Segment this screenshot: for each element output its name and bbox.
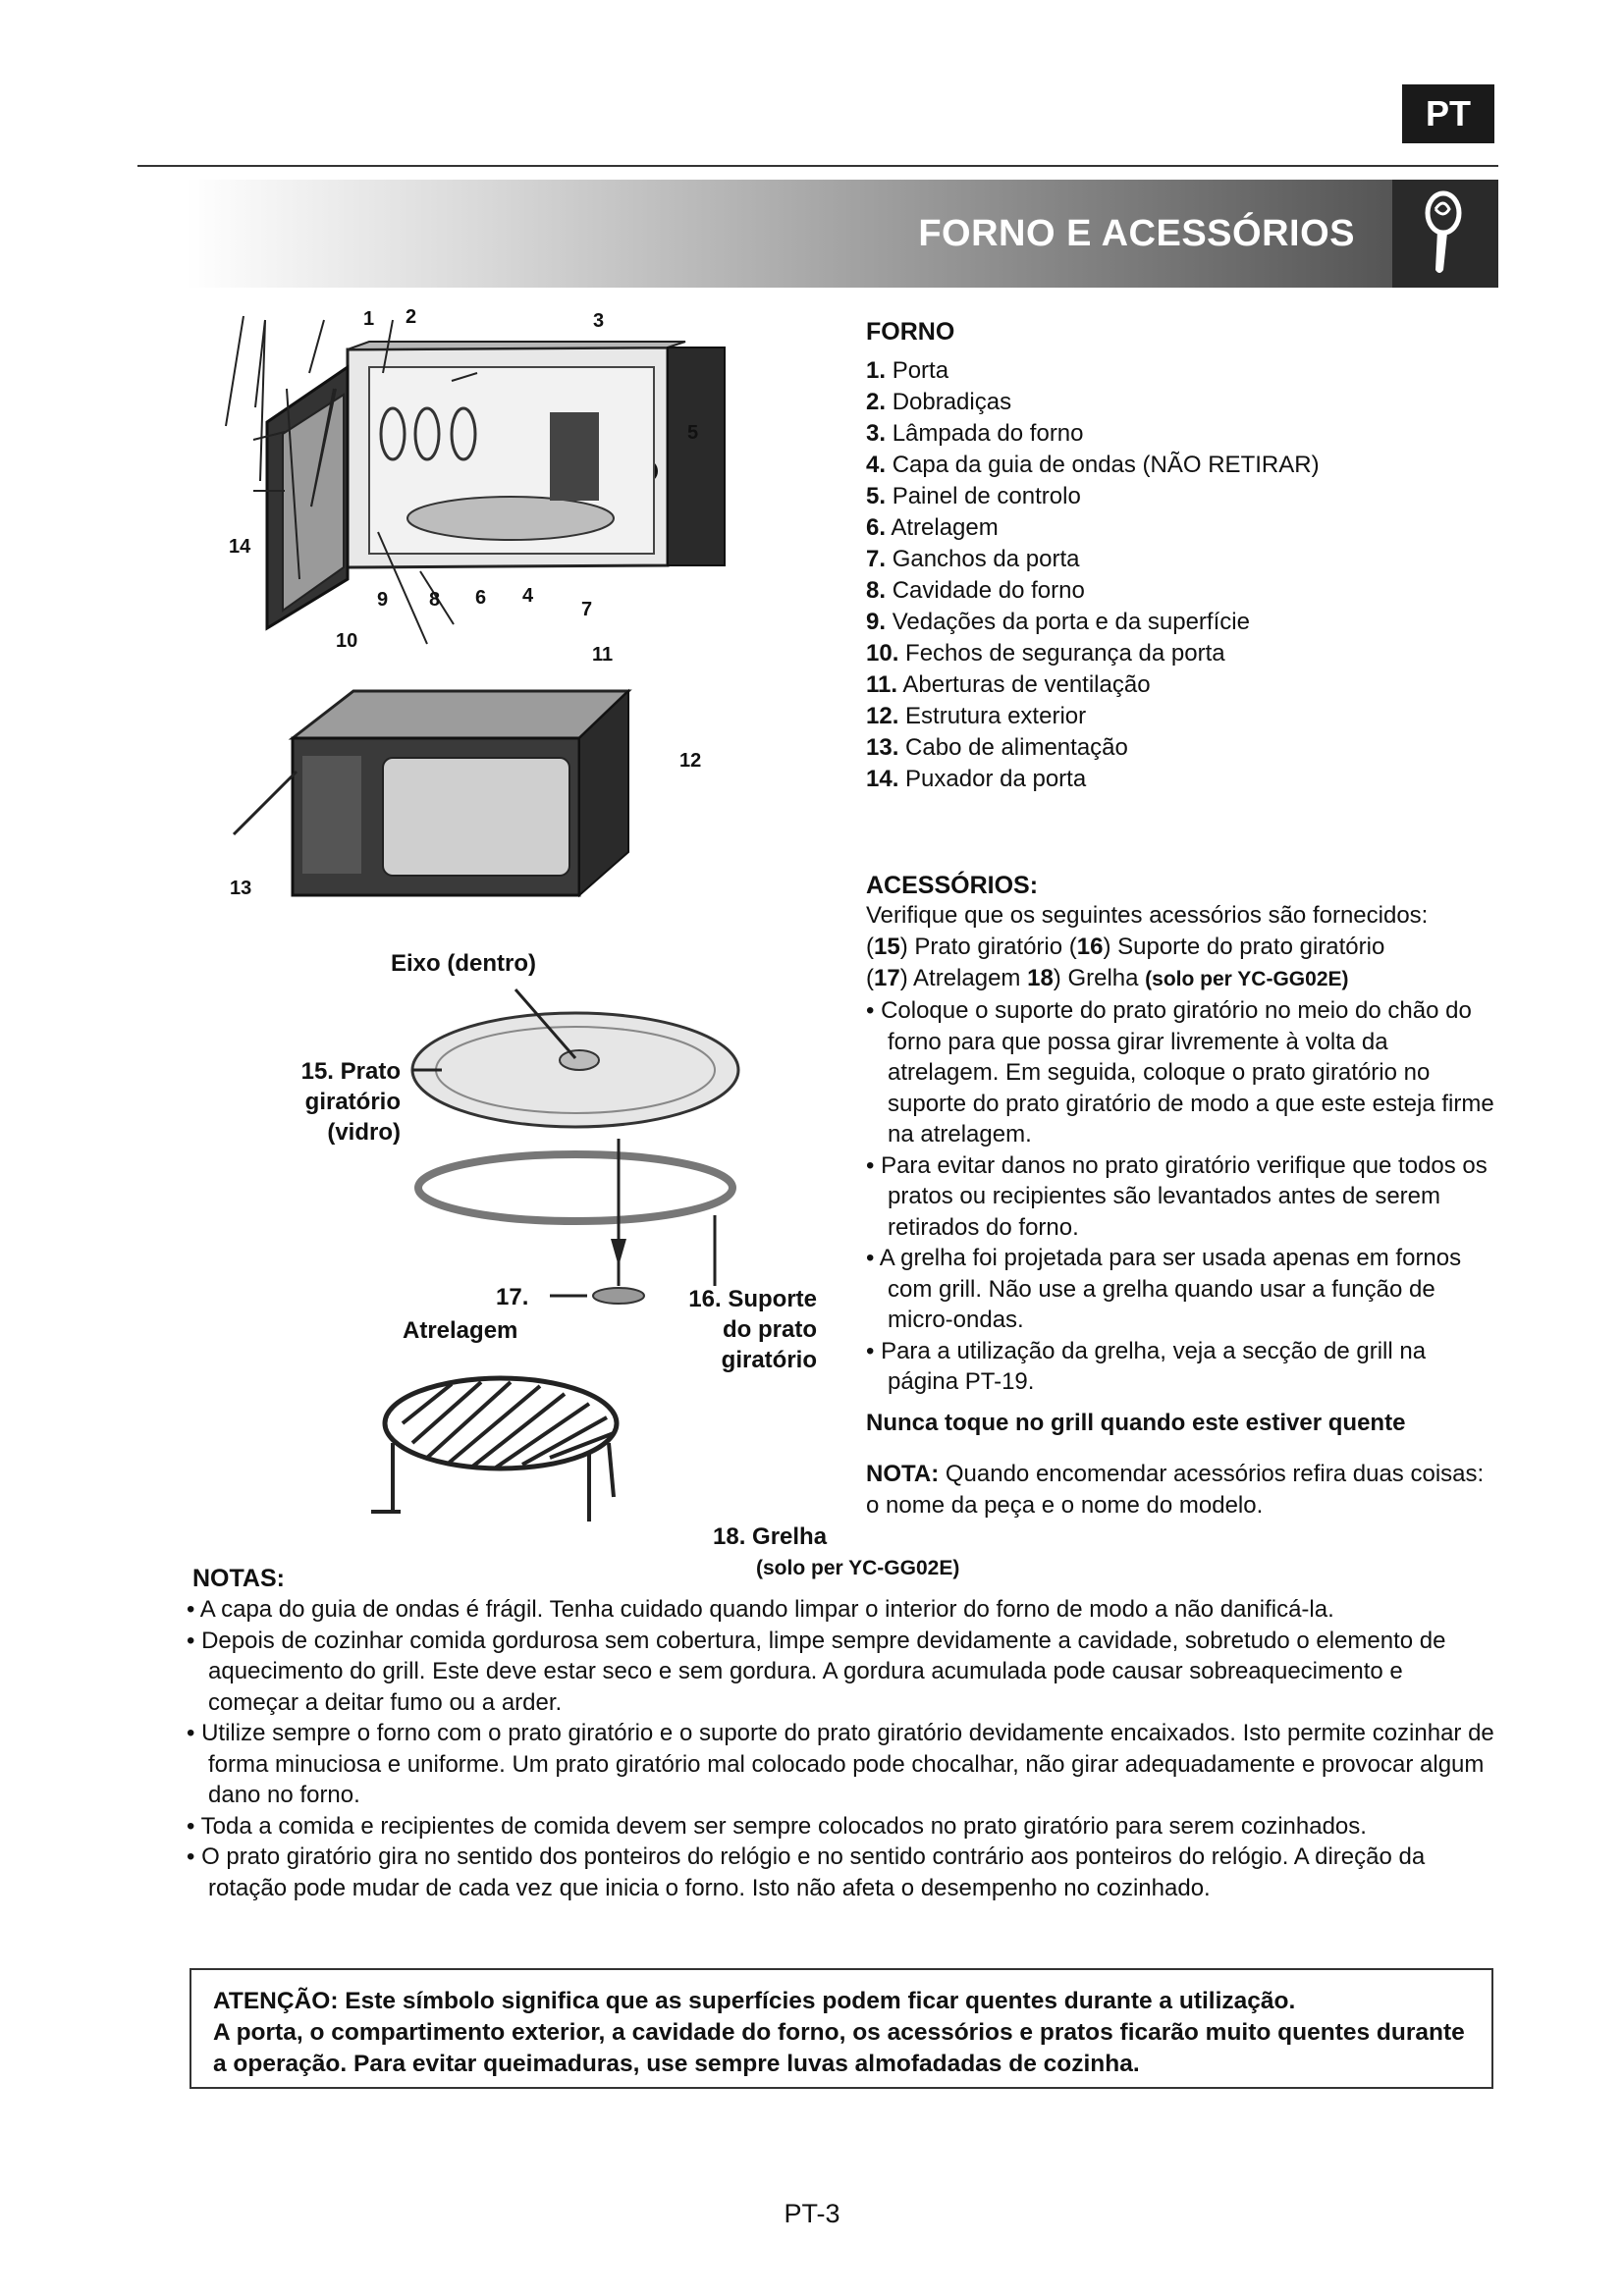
label-atrelagem-num: 17.	[496, 1284, 529, 1310]
acessorios-bullet: • A grelha foi projetada para ser usada apenas em fornos com grill. Não use a grelha quando usar a função de micro-ondas.	[866, 1245, 1462, 1333]
label-atrelagem: Atrelagem	[403, 1317, 518, 1344]
forno-item: 1. Porta	[866, 357, 949, 384]
callout-14: 14	[229, 536, 251, 558]
forno-item: 13. Cabo de alimentação	[866, 734, 1128, 761]
label-prato: 15. Prato giratório (vidro)	[300, 1058, 401, 1146]
hot-surface-hand-icon-graphic	[1392, 180, 1498, 288]
forno-list	[866, 355, 1320, 795]
callout-2: 2	[406, 306, 417, 328]
notas-item: • Toda a comida e recipientes de comida devem ser sempre colocados no prato giratório para serem cozinhados.	[187, 1812, 1367, 1840]
atencao-line: A porta, o compartimento exterior, a cavidade do forno, os acessórios e pratos ficarão muito quentes durante a operação. Para evitar queimaduras, use sempre luvas almofadadas de cozinha.	[213, 2019, 1465, 2077]
hot-surface-hand-icon	[1392, 180, 1498, 288]
callout-7: 7	[581, 599, 593, 620]
language-code: PT	[1425, 93, 1471, 133]
forno-item: 5. Painel de controlo	[866, 483, 1081, 509]
coupler-illustration	[593, 1288, 644, 1304]
notas-item: • Depois de cozinhar comida gordurosa sem cobertura, limpe sempre devidamente a cavidade, sobretudo o elemento de aquecimento do grill. Este deve estar seco e sem gordura. A gordura acumulada pode causar sobreaquecimento e começar a deitar fumo ou a arder.	[187, 1627, 1446, 1716]
forno-item: 9. Vedações da porta e da superfície	[866, 609, 1250, 635]
callout-3: 3	[593, 310, 605, 332]
atencao-line: ATENÇÃO: Este símbolo significa que as superfícies podem ficar quentes durante a utilização.	[213, 1988, 1296, 2014]
label-grelha-model: (solo per YC-GG02E)	[756, 1557, 960, 1579]
forno-item: 12. Estrutura exterior	[866, 703, 1087, 729]
notas-item: • Utilize sempre o forno com o prato giratório e o suporte do prato giratório devidamente encaixados. Isto permite cozinhar de forma minuciosa e uniforme. Um prato giratório mal colocado pode chocalhar, não girar adequadamente e provocar algum dano no forno.	[187, 1720, 1494, 1808]
callout-11: 11	[592, 644, 614, 666]
nota: NOTA: Quando encomendar acessórios refira duas coisas: o nome da peça e o nome do modelo.	[866, 1460, 1485, 1519]
notas-item: • A capa do guia de ondas é frágil. Tenha cuidado quando limpar o interior do forno de modo a não danificá-la.	[187, 1596, 1334, 1623]
label-suporte: 16. Suporte do prato giratório	[688, 1286, 817, 1373]
atencao-box	[189, 1968, 1493, 2089]
acessorios-section	[866, 872, 1494, 1522]
forno-item: 8. Cavidade do forno	[866, 577, 1085, 604]
notas-item: • O prato giratório gira no sentido dos ponteiros do relógio e no sentido contrário aos ponteiros do relógio. A direção da rotação pode mudar de cada vez que inicia o forno. Isto não afeta o desempenho no cozinhado.	[187, 1843, 1426, 1901]
callout-9: 9	[377, 589, 389, 611]
callout-5: 5	[687, 422, 699, 444]
forno-item: 4. Capa da guia de ondas (NÃO RETIRAR)	[866, 452, 1320, 478]
forno-item: 2. Dobradiças	[866, 389, 1012, 415]
notas-list	[173, 1594, 1498, 1903]
section-title-text: FORNO E ACESSÓRIOS	[918, 212, 1355, 254]
language-badge	[1402, 84, 1494, 143]
acessorios-bullet: • Coloque o suporte do prato giratório no meio do chão do forno para que possa girar livremente à volta da atrelagem. Em seguida, coloque o prato giratório no suporte do prato giratório de modo a que este esteja firme na atrelagem.	[866, 997, 1494, 1148]
acessorios-bullet: • Para a utilização da grelha, veja a secção de grill na página PT-19.	[866, 1337, 1427, 1395]
callout-6: 6	[475, 587, 487, 609]
forno-item: 3. Lâmpada do forno	[866, 420, 1084, 447]
roller-ring-illustration	[418, 1154, 732, 1221]
acessorios-bullet: • Para evitar danos no prato giratório verifique que todos os pratos ou recipientes são levantados antes de serem retirados do forno.	[866, 1151, 1488, 1241]
oven-diagram	[187, 304, 736, 913]
forno-heading: FORNO	[866, 318, 955, 346]
forno-item: 10. Fechos de segurança da porta	[866, 640, 1225, 667]
forno-item: 14. Puxador da porta	[866, 766, 1087, 792]
forno-item: 11. Aberturas de ventilação	[866, 671, 1151, 698]
forno-item: 7. Ganchos da porta	[866, 546, 1080, 572]
callout-12: 12	[679, 750, 702, 772]
callout-1: 1	[363, 308, 375, 330]
callout-10: 10	[336, 630, 358, 652]
label-eixo: Eixo (dentro)	[391, 950, 536, 977]
acessorios-intro: (17) Atrelagem 18) Grelha (solo per YC-GG02E)	[866, 965, 1349, 991]
acessorios-heading: ACESSÓRIOS:	[866, 872, 1039, 899]
grill-rack-illustration	[371, 1378, 617, 1522]
callout-8: 8	[429, 589, 441, 611]
section-title	[187, 180, 1365, 288]
oven-closed-illustration	[234, 691, 628, 895]
grill-warning: Nunca toque no grill quando este estiver quente	[866, 1409, 1406, 1436]
forno-item: 6. Atrelagem	[866, 514, 999, 541]
acessorios-intro: (15) Prato giratório (16) Suporte do prato giratório	[866, 934, 1385, 960]
callout-13: 13	[230, 878, 252, 899]
label-grelha: 18. Grelha	[713, 1523, 828, 1550]
acessorios-intro: Verifique que os seguintes acessórios são fornecidos:	[866, 902, 1429, 929]
page-number: PT-3	[784, 2199, 840, 2228]
accessories-diagram	[295, 962, 844, 1571]
callout-4: 4	[522, 585, 534, 607]
oven-open-illustration	[267, 342, 725, 628]
header-rule	[137, 165, 1498, 167]
notas-heading: NOTAS:	[192, 1565, 285, 1592]
